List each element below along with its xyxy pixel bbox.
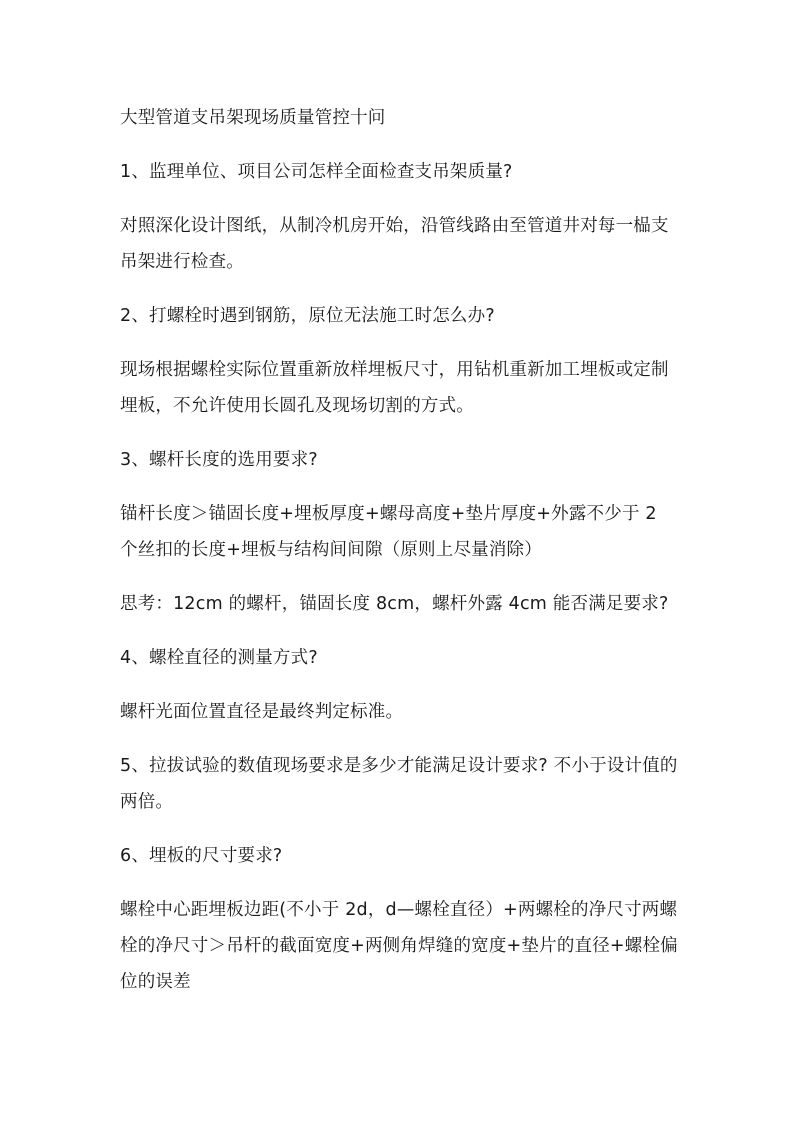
document-title: 大型管道支吊架现场质量管控十问 bbox=[120, 108, 386, 128]
thinking-note: 思考：12cm 的螺杆，锚固长度 8cm，螺杆外露 4cm 能否满足要求? bbox=[120, 594, 669, 614]
question-answer-5: 5、拉拔试验的数值现场要求是多少才能满足设计要求? 不小于设计值的两倍。 bbox=[120, 756, 678, 812]
answer-1: 对照深化设计图纸，从制冷机房开始，沿管线路由至管道井对每一榀支吊架进行检查。 bbox=[120, 216, 669, 272]
question-4: 4、螺栓直径的测量方式? bbox=[120, 648, 318, 668]
answer-6: 螺栓中心距埋板边距(不小于 2d，d—螺栓直径）+两螺栓的净尺寸两螺栓的净尺寸＞吊杆的截面宽度+两侧角焊缝的宽度+垫片的直径+螺栓偏位的误差 bbox=[120, 900, 678, 992]
question-1: 1、监理单位、项目公司怎样全面检查支吊架质量? bbox=[120, 162, 513, 182]
document-body bbox=[120, 100, 680, 1000]
answer-4: 螺杆光面位置直径是最终判定标准。 bbox=[120, 702, 404, 722]
question-2: 2、打螺栓时遇到钢筋，原位无法施工时怎么办? bbox=[120, 306, 495, 326]
answer-2: 现场根据螺栓实际位置重新放样埋板尺寸，用钻机重新加工埋板或定制埋板，不允许使用长圆孔及现场切割的方式。 bbox=[120, 360, 669, 416]
answer-3: 锚杆长度＞锚固长度+埋板厚度+螺母高度+垫片厚度+外露不少于 2 个丝扣的长度+埋板与结构间间隙（原则上尽量消除） bbox=[120, 504, 657, 560]
question-3: 3、螺杆长度的选用要求? bbox=[120, 450, 318, 470]
question-6: 6、埋板的尺寸要求? bbox=[120, 846, 283, 866]
